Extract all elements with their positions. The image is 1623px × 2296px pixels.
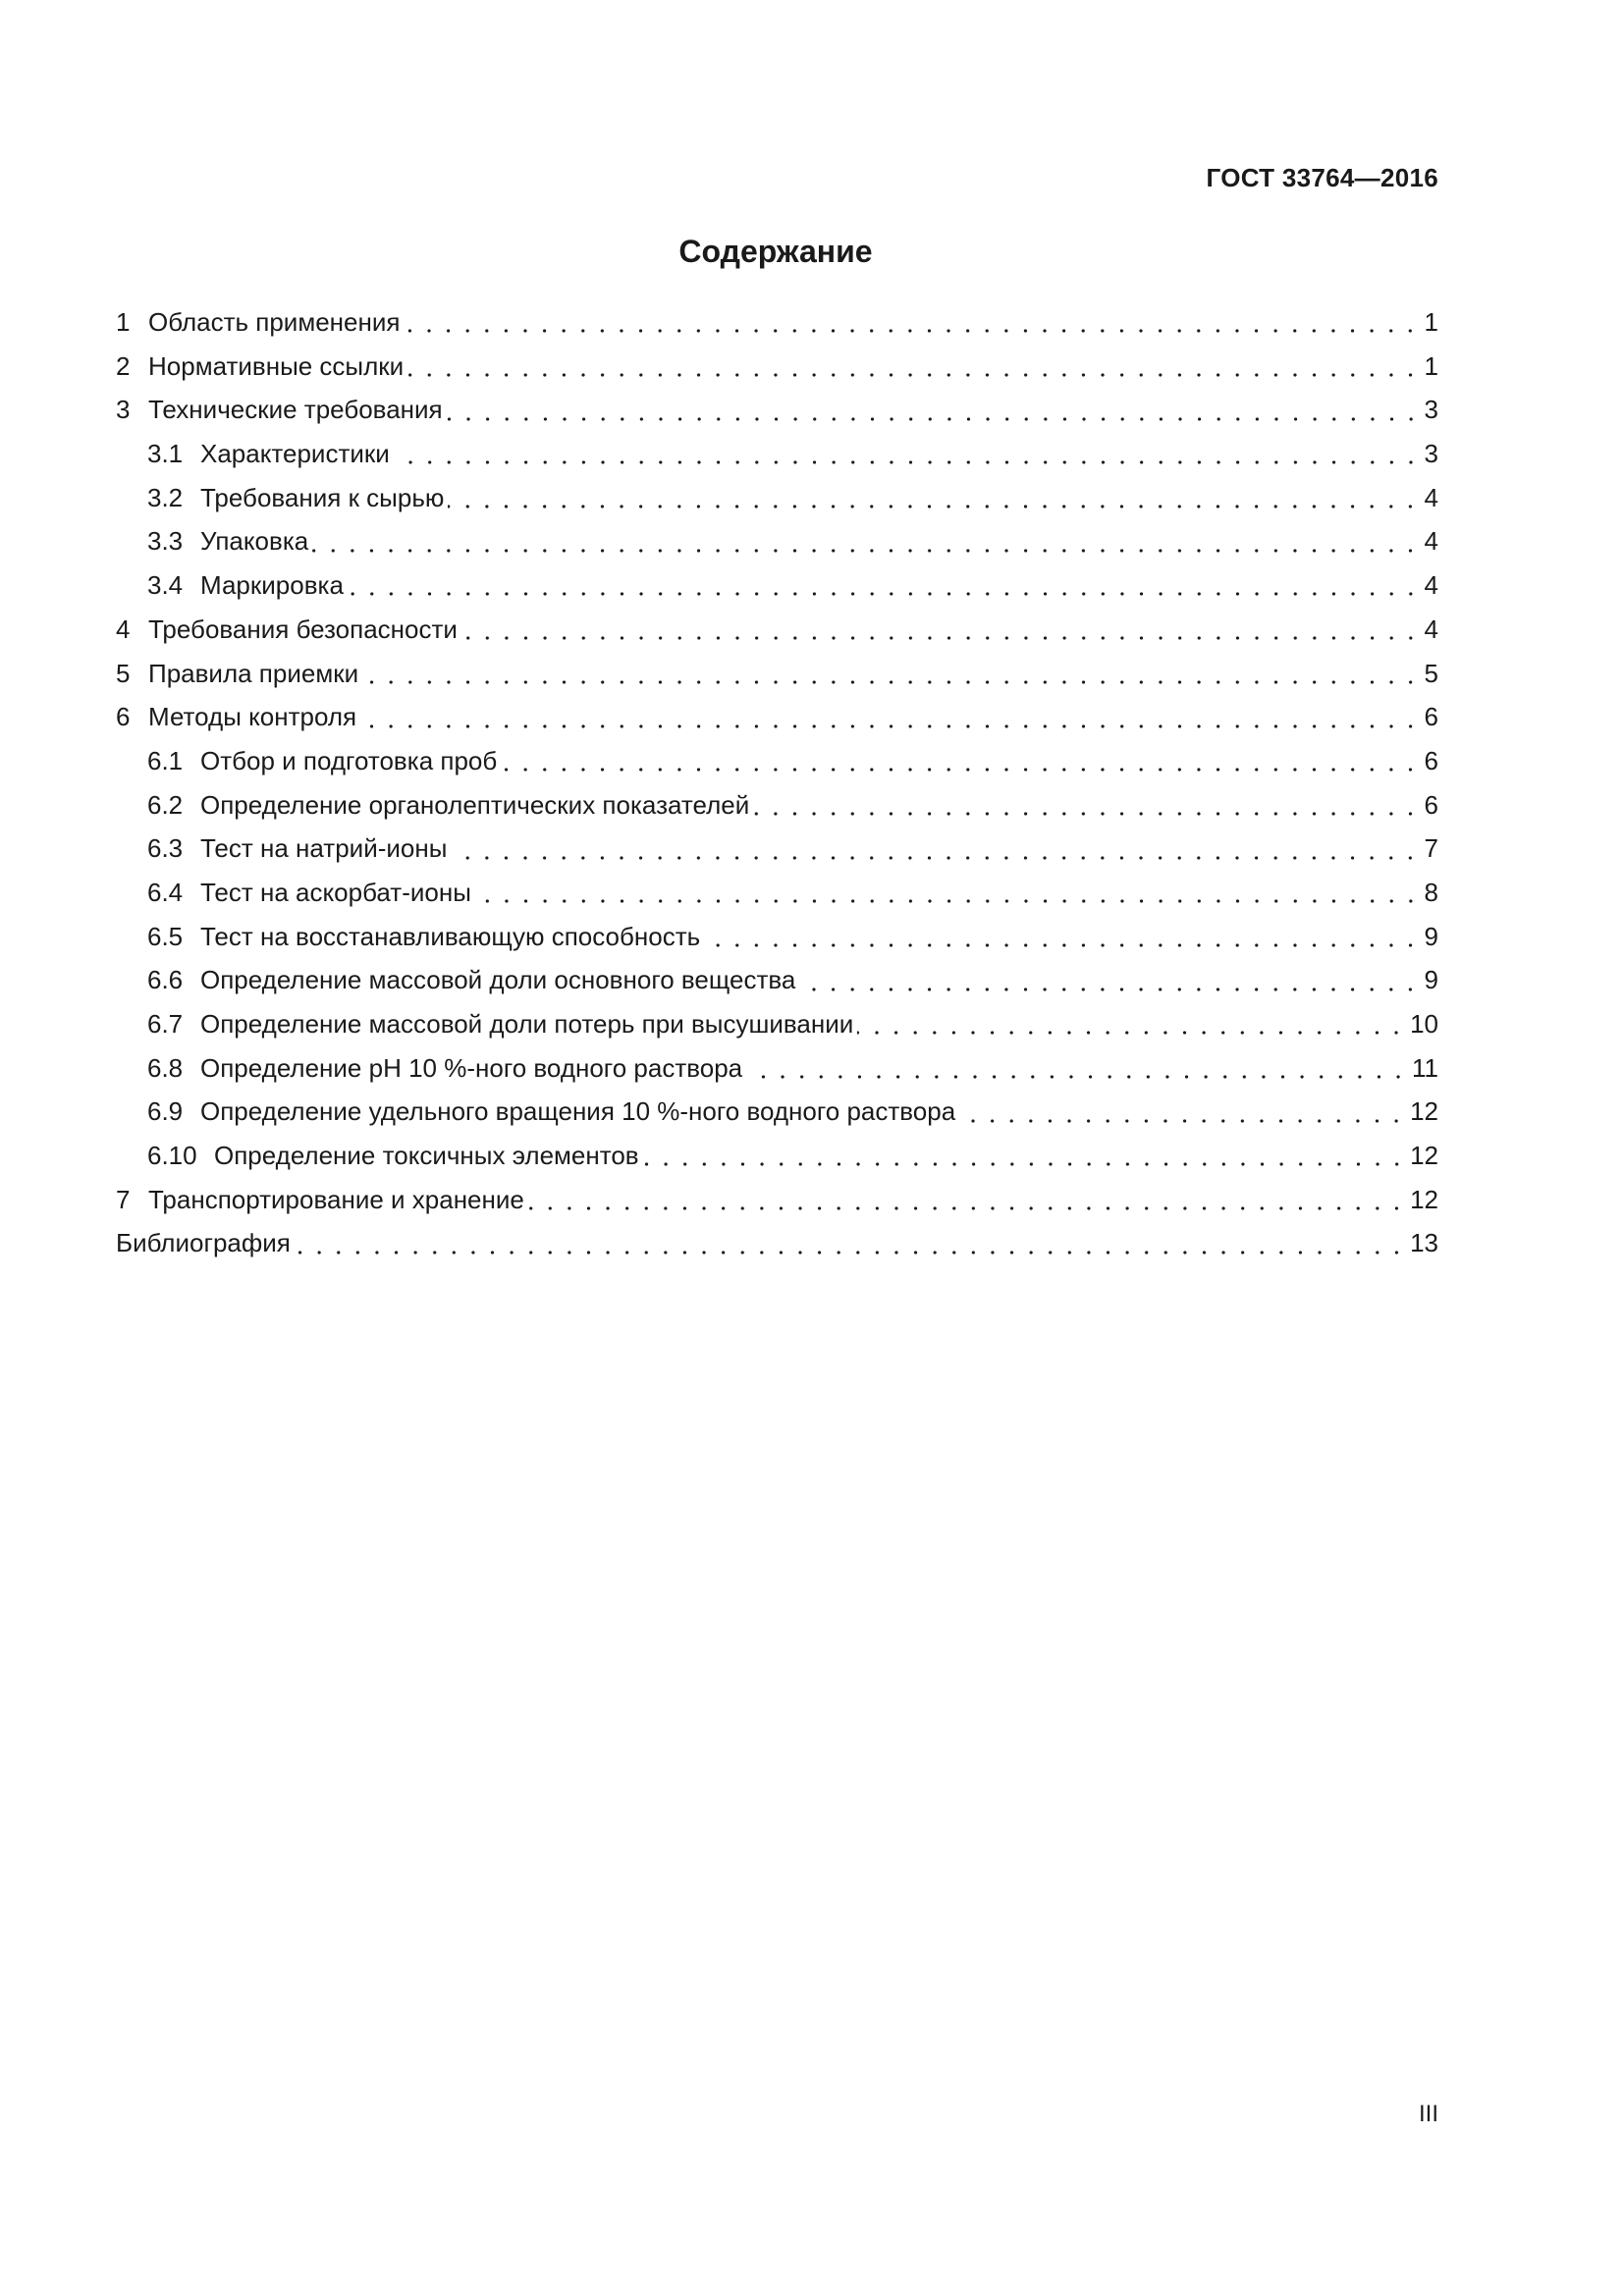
toc-entry[interactable] [116, 739, 1438, 783]
toc-entry-title: Тест на восстанавливающую способность [200, 921, 701, 951]
toc-entry-number: 3.4 [147, 570, 184, 601]
toc-entry[interactable] [116, 608, 1438, 652]
dot-leader [404, 329, 1420, 333]
toc-entry-page: 3 [1424, 439, 1438, 469]
toc-entry[interactable] [116, 695, 1438, 739]
toc-entry-page: 10 [1410, 1009, 1438, 1039]
toc-entry[interactable] [116, 519, 1438, 563]
dot-leader [295, 1251, 1406, 1255]
dot-leader [704, 943, 1420, 947]
toc-entry-page: 6 [1424, 745, 1438, 775]
toc-entry-title: Определение органолептических показателей [200, 789, 750, 820]
toc-entry-number: 6.7 [147, 1009, 184, 1039]
toc-entry-title: Нормативные ссылки [148, 350, 405, 381]
toc-entry-number: 6.4 [147, 877, 184, 907]
toc-entry-page: 12 [1410, 1096, 1438, 1127]
toc-entry-number: 7 [116, 1184, 131, 1214]
toc-entry-title: Характеристики [200, 439, 390, 469]
dot-leader [799, 988, 1420, 991]
toc-entry-page: 12 [1410, 1184, 1438, 1214]
dot-leader [501, 768, 1420, 772]
page-title: Содержание [678, 234, 873, 269]
toc-entry-title: Библиография [116, 1228, 291, 1258]
toc-entry-page: 4 [1424, 570, 1438, 601]
toc-entry-number: 6.1 [147, 745, 184, 775]
toc-entry[interactable] [116, 476, 1438, 520]
dot-leader [746, 1075, 1408, 1079]
dot-leader [959, 1119, 1406, 1123]
toc-entry-number: 3 [116, 395, 131, 425]
dot-leader [475, 899, 1421, 903]
toc-entry[interactable] [116, 827, 1438, 871]
toc-entry[interactable] [116, 1221, 1438, 1265]
toc-entry[interactable] [116, 563, 1438, 608]
dot-leader [451, 856, 1420, 860]
toc-entry-page: 6 [1424, 702, 1438, 732]
dot-leader [348, 592, 1421, 596]
toc-entry-title: Транспортирование и хранение [148, 1184, 524, 1214]
toc-entry-number: 5 [116, 658, 131, 688]
toc-entry-title: Определение массовой доли основного вещества [200, 965, 796, 995]
toc-entry-title: Область применения [148, 307, 401, 337]
toc-entry-title: Правила приемки [148, 658, 359, 688]
toc-entry-title: Тест на аскорбат-ионы [200, 877, 471, 907]
toc-entry-page: 3 [1424, 395, 1438, 425]
toc-entry-page: 4 [1424, 614, 1438, 644]
toc-entry-title: Определение pH 10 %-ного водного раствора [200, 1052, 743, 1083]
toc-entry-number: 3.1 [147, 439, 184, 469]
toc-entry-title: Определение массовой доли потерь при высушивании [200, 1009, 854, 1039]
toc-entry[interactable] [116, 300, 1438, 345]
toc-entry-title: Маркировка [200, 570, 344, 601]
dot-leader [643, 1162, 1406, 1166]
toc-entry-title: Требования к сырью [200, 482, 445, 512]
page-number: III [1418, 2101, 1438, 2127]
dot-leader [528, 1206, 1406, 1210]
toc-entry-title: Определение удельного вращения 10 %-ного водного раствора [200, 1096, 956, 1127]
toc-entry-number: 6.9 [147, 1096, 184, 1127]
dot-leader [753, 812, 1420, 816]
toc-entry-title: Технические требования [148, 395, 443, 425]
toc-entry[interactable] [116, 871, 1438, 915]
toc-entry-page: 9 [1424, 921, 1438, 951]
toc-entry[interactable] [116, 432, 1438, 476]
toc-entry-number: 4 [116, 614, 131, 644]
dot-leader [407, 373, 1420, 377]
toc-entry[interactable] [116, 1090, 1438, 1134]
toc-entry-page: 4 [1424, 526, 1438, 557]
document-code: ГОСТ 33764—2016 [1206, 163, 1438, 192]
toc-entry-page: 13 [1410, 1228, 1438, 1258]
toc-entry-number: 3.2 [147, 482, 184, 512]
toc-entry-number: 6.5 [147, 921, 184, 951]
dot-leader [448, 505, 1420, 508]
dot-leader [857, 1031, 1406, 1035]
toc-entry-title: Методы контроля [148, 702, 357, 732]
toc-entry-page: 12 [1410, 1141, 1438, 1171]
toc-entry[interactable] [116, 958, 1438, 1002]
toc-entry-page: 1 [1424, 350, 1438, 381]
toc-entry-number: 6.8 [147, 1052, 184, 1083]
toc-entry-page: 8 [1424, 877, 1438, 907]
toc-entry[interactable] [116, 1134, 1438, 1178]
toc-entry-number: 6.2 [147, 789, 184, 820]
dot-leader [312, 549, 1420, 553]
toc-entry[interactable] [116, 915, 1438, 959]
dot-leader [461, 636, 1421, 640]
toc-entry-number: 6.3 [147, 833, 184, 864]
dot-leader [360, 724, 1420, 728]
toc-entry-number: 6.10 [147, 1141, 197, 1171]
toc-entry-page: 6 [1424, 789, 1438, 820]
toc-entry-page: 11 [1412, 1052, 1438, 1083]
dot-leader [447, 417, 1421, 421]
toc-entry-number: 6.6 [147, 965, 184, 995]
toc-entry[interactable] [116, 1046, 1438, 1091]
toc-entry-title: Определение токсичных элементов [214, 1141, 639, 1171]
toc-entry-title: Упаковка [200, 526, 309, 557]
toc-entry-number: 2 [116, 350, 131, 381]
dot-leader [394, 460, 1421, 464]
toc-entry-title: Отбор и подготовка проб [200, 745, 498, 775]
toc-entry[interactable] [116, 652, 1438, 696]
dot-leader [362, 680, 1420, 684]
toc-entry-number: 3.3 [147, 526, 184, 557]
toc-entry-page: 7 [1424, 833, 1438, 864]
toc-entry[interactable] [116, 345, 1438, 389]
toc-entry[interactable] [116, 388, 1438, 432]
toc-entry-page: 1 [1424, 307, 1438, 337]
toc-entry[interactable] [116, 1002, 1438, 1046]
toc-entry-page: 4 [1424, 482, 1438, 512]
toc-entry-page: 5 [1424, 658, 1438, 688]
toc-entry[interactable] [116, 783, 1438, 828]
toc-entry-number: 6 [116, 702, 131, 732]
toc-entry-number: 1 [116, 307, 131, 337]
table-of-contents [116, 300, 1438, 1265]
toc-entry-page: 9 [1424, 965, 1438, 995]
toc-entry-title: Требования безопасности [148, 614, 458, 644]
toc-entry[interactable] [116, 1178, 1438, 1222]
toc-entry-title: Тест на натрий-ионы [200, 833, 448, 864]
